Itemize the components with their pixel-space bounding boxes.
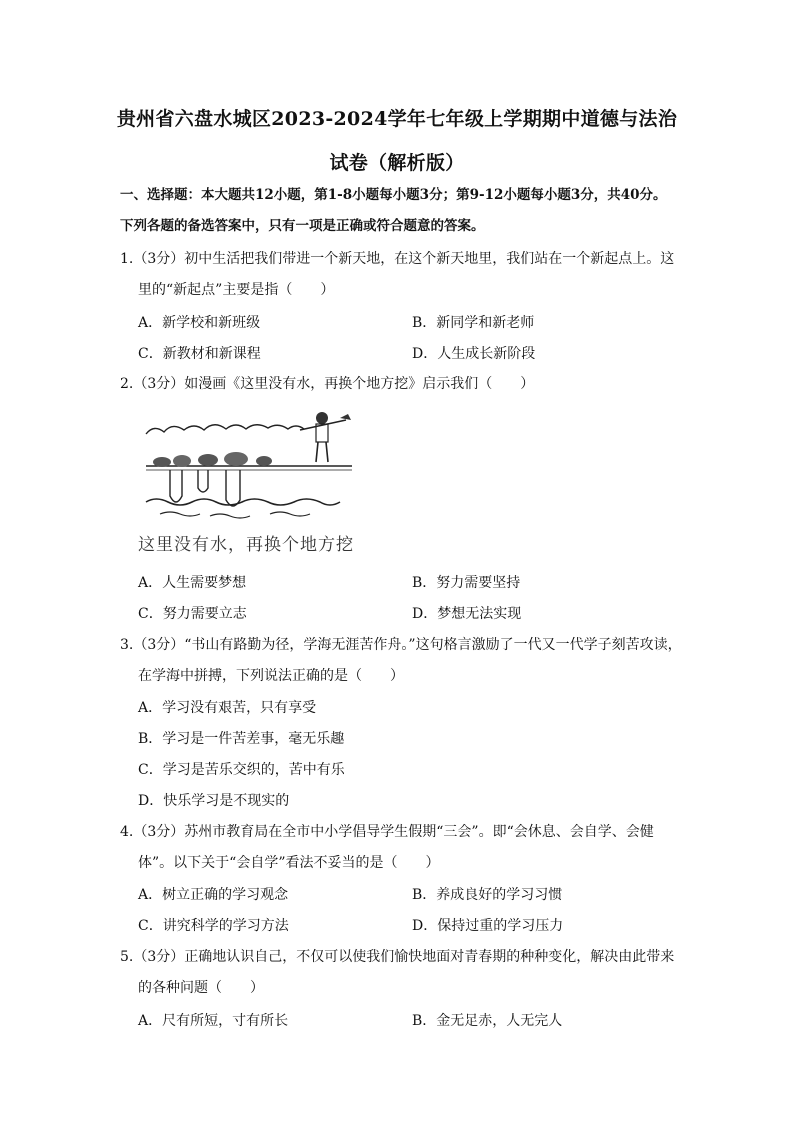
question-4-option-d[interactable]: D．保持过重的学习压力 [412, 918, 564, 934]
question-1-option-c[interactable]: C．新教材和新课程 [138, 346, 261, 362]
question-3-stem-cont: 在学海中拼搏，下列说法正确的是（ ） [138, 668, 404, 684]
question-1-stem-cont: 里的“新起点”主要是指（ ） [138, 282, 335, 298]
cartoon-caption: 这里没有水，再换个地方挖 [138, 535, 354, 555]
question-5-option-b[interactable]: B．金无足赤，人无完人 [412, 1013, 563, 1029]
question-1-option-a[interactable]: A．新学校和新班级 [138, 315, 261, 331]
question-5-option-a[interactable]: A．尺有所短，寸有所长 [138, 1013, 289, 1029]
question-3-option-d[interactable]: D．快乐学习是不现实的 [138, 793, 290, 809]
question-5-stem: 5.（3分）正确地认识自己，不仅可以使我们愉快地面对青春期的种种变化，解决由此带来 [120, 949, 675, 965]
question-3-option-b[interactable]: B．学习是一件苦差事，毫无乐趣 [138, 731, 345, 747]
section-instructions: 一、选择题：本大题共12小题，第1-8小题每小题3分；第9-12小题每小题3分，共40分。下列各题的备选答案中，只有一项是正确或符合题意的答案。 [120, 187, 667, 234]
question-4-option-a[interactable]: A．树立正确的学习观念 [138, 887, 289, 903]
question-4-stem: 4.（3分）苏州市教育局在全市中小学倡导学生假期“三会”。即“会休息、会自学、会健 [120, 824, 654, 840]
question-3-stem: 3.（3分）“书山有路勤为径，学海无涯苦作舟。”这句格言激励了一代又一代学子刻苦攻读， [120, 637, 682, 653]
question-5-stem-cont: 的各种问题（ ） [138, 980, 264, 996]
cartoon-digging-image [140, 404, 370, 524]
question-4-option-b[interactable]: B．养成良好的学习习惯 [412, 887, 563, 903]
question-2-option-d[interactable]: D．梦想无法实现 [412, 606, 522, 622]
question-2-option-a[interactable]: A．人生需要梦想 [138, 575, 247, 591]
question-3-option-c[interactable]: C．学习是苦乐交织的，苦中有乐 [138, 762, 345, 778]
question-2-stem: 2.（3分）如漫画《这里没有水，再换个地方挖》启示我们（ ） [120, 376, 535, 392]
question-1-option-d[interactable]: D．人生成长新阶段 [412, 346, 536, 362]
question-4-stem-cont: 体”。以下关于“会自学”看法不妥当的是（ ） [138, 855, 440, 871]
page-subtitle: 试卷（解析版） [329, 152, 465, 174]
question-1-stem: 1.（3分）初中生活把我们带进一个新天地，在这个新天地里，我们站在一个新起点上。这 [120, 251, 675, 267]
question-3-option-a[interactable]: A．学习没有艰苦，只有享受 [138, 700, 317, 716]
question-2-option-c[interactable]: C．努力需要立志 [138, 606, 247, 622]
page-title: 贵州省六盘水城区2023-2024学年七年级上学期期中道德与法治 [116, 108, 678, 130]
question-4-option-c[interactable]: C．讲究科学的学习方法 [138, 918, 289, 934]
question-2-option-b[interactable]: B．努力需要坚持 [412, 575, 521, 591]
question-1-option-b[interactable]: B．新同学和新老师 [412, 315, 535, 331]
